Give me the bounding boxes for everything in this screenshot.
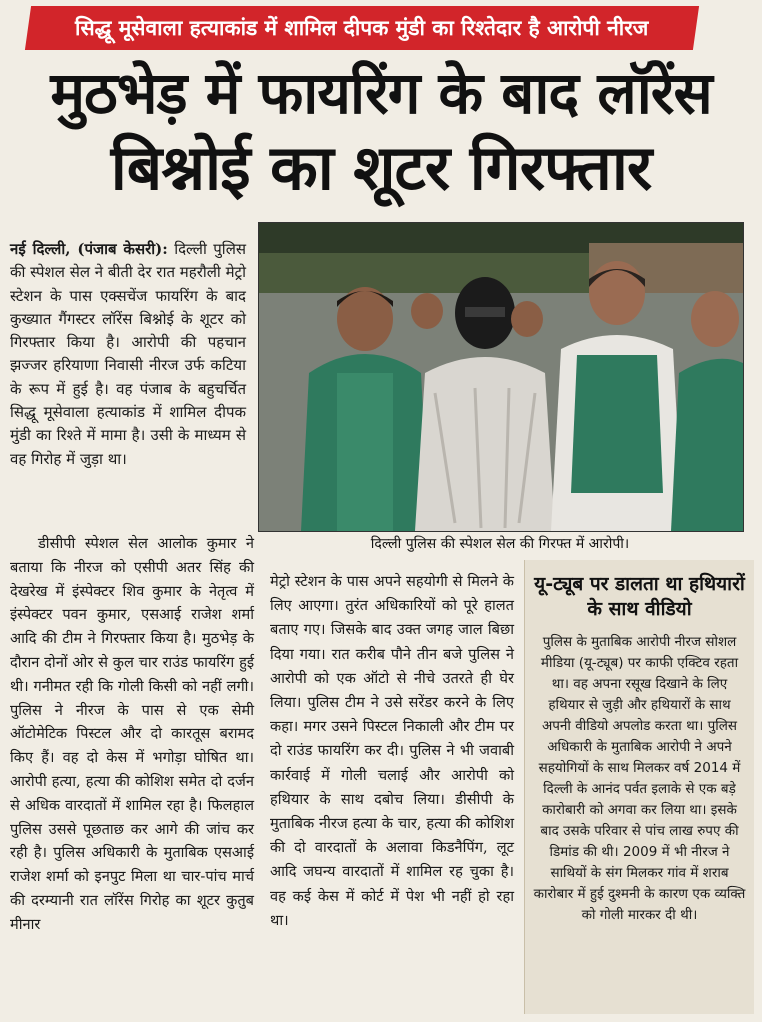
photo-illustration bbox=[259, 223, 743, 531]
article-paragraph-1-text: दिल्ली पुलिस की स्पेशल सेल ने बीती देर रात महरौली मेट्रो स्टेशन के पास एक्सचेंज फायरिंग के बाद कुख्यात गैंगस्टर लॉरेंस बिश्नोई के शूटर को गिरफ्तार किया है। आरोपी की पहचान झज्जर हरियाणा निवासी नीरज उर्फ कटिया के रूप में हुई है। वह पंजाब के बहुचर्चित सिद्धू मूसेवाला हत्याकांड में शामिल दीपक मुंडी का रिश्ते में मामा है। उसी के माध्यम से वह गिरोह में जुड़ा था। bbox=[10, 240, 247, 468]
headline bbox=[10, 56, 752, 206]
kicker-banner bbox=[25, 6, 699, 50]
article-paragraph-3: मेट्रो स्टेशन के पास अपने सहयोगी से मिलने के लिए आएगा। तुरंत अधिकारियों को पूरे हालत बताए गए। जिसके बाद उक्त जगह जाल बिछा दिया गया। रात करीब पौने तीन बजे पुलिस ने आरोपी को एक ऑटो से नीचे उतरते ही घेर लिया। पुलिस टीम ने उसे सरेंडर करने के लिए कहा। मगर उसने पिस्टल निकाली और टीम पर दो राउंड फायरिंग कर दी। पुलिस ने भी जवाबी कार्रवाई में गोली चलाई और आरोपी को हथियार के साथ दबोच लिया। डीसीपी के मुताबिक नीरज हत्या के चार, हत्या की कोशिश की दो वारदातों के अलावा किडनैपिंग, लूट आदि जघन्य वारदातों में शामिल रह चुका है। वह कई केस में कोर्ट में पेश भी नहीं हो रहा था। bbox=[270, 573, 514, 929]
kicker-text: सिद्धू मूसेवाला हत्याकांड में शामिल दीपक मुंडी का रिश्तेदार है आरोपी नीरज bbox=[75, 16, 649, 40]
dateline: नई दिल्ली, (पंजाब केसरी): bbox=[10, 240, 168, 258]
photo-caption: दिल्ली पुलिस की स्पेशल सेल की गिरफ्त में आरोपी। bbox=[370, 536, 630, 552]
sidebar-body: पुलिस के मुताबिक आरोपी नीरज सोशल मीडिया (यू-ट्यूब) पर काफी एक्टिव रहता था। वह अपना रसूख दिखाने के लिए हथियार से जुड़ी और हथियारों के साथ अपनी वीडियो अपलोड करता था। पुलिस अधिकारी के मुताबिक आरोपी ने अपने सहयोगियों के साथ मिलकर वर्ष 2014 में दिल्ली के आनंद पर्वत इलाके से एक बड़े कारोबारी को अगवा कर लिया था। इसके बाद उसके परिवार से पांच लाख रुपए की डिमांड की थी। 2009 में भी नीरज ने साथियों के संग मिलकर गांव में शराब कारोबार में हुई दुश्मनी के कारण एक व्यक्ति को गोली मारकर दी थी। bbox=[533, 634, 746, 923]
headline-line-2: बिश्नोई का शूटर गिरफ्तार bbox=[110, 131, 652, 204]
article-column-1 bbox=[10, 238, 246, 471]
article-paragraph-2: डीसीपी स्पेशल सेल आलोक कुमार ने बताया कि नीरज को एसीपी अतर सिंह की देखरेख में इंस्पेक्टर शिव कुमार के नेतृत्व में इंस्पेक्टर पवन कुमार, एसआई राजेश शर्मा आदि की टीम ने गिरफ्तार किया है। मुठभेड़ के दौरान दोनों ओर से कुल चार राउंड फायरिंग हुई थी। गनीमत रही कि गोली किसी को नहीं लगी। पुलिस ने नीरज के पास से एक सेमी ऑटोमेटिक पिस्टल और दो कारतूस बरामद किए हैं। वह दो केस में भगोड़ा घोषित था। आरोपी हत्या, हत्या की कोशिश समेत दो दर्जन से अधिक वारदातों में शामिल रहा है। फिलहाल पुलिस उससे पूछताछ कर आगे की जांच कर रही है। पुलिस अधिकारी के मुताबिक एसआई राजेश शर्मा को इनपुट मिला था चार-पांच मार्च की दरम्यानी रात लॉरेंस गिरोह का शूटर कुतुब मीनार bbox=[10, 535, 254, 933]
headline-line-1: मुठभेड़ में फायरिंग के बाद लॉरेंस bbox=[50, 59, 712, 127]
article-paragraph-1 bbox=[10, 238, 246, 471]
article-column-2 bbox=[270, 570, 514, 933]
sidebar-box bbox=[524, 560, 754, 1014]
news-photo bbox=[258, 222, 744, 532]
sidebar-title: यू-ट्यूब पर डालता था हथियारों के साथ वीडियो bbox=[534, 573, 745, 620]
article-column-1b bbox=[10, 532, 254, 937]
